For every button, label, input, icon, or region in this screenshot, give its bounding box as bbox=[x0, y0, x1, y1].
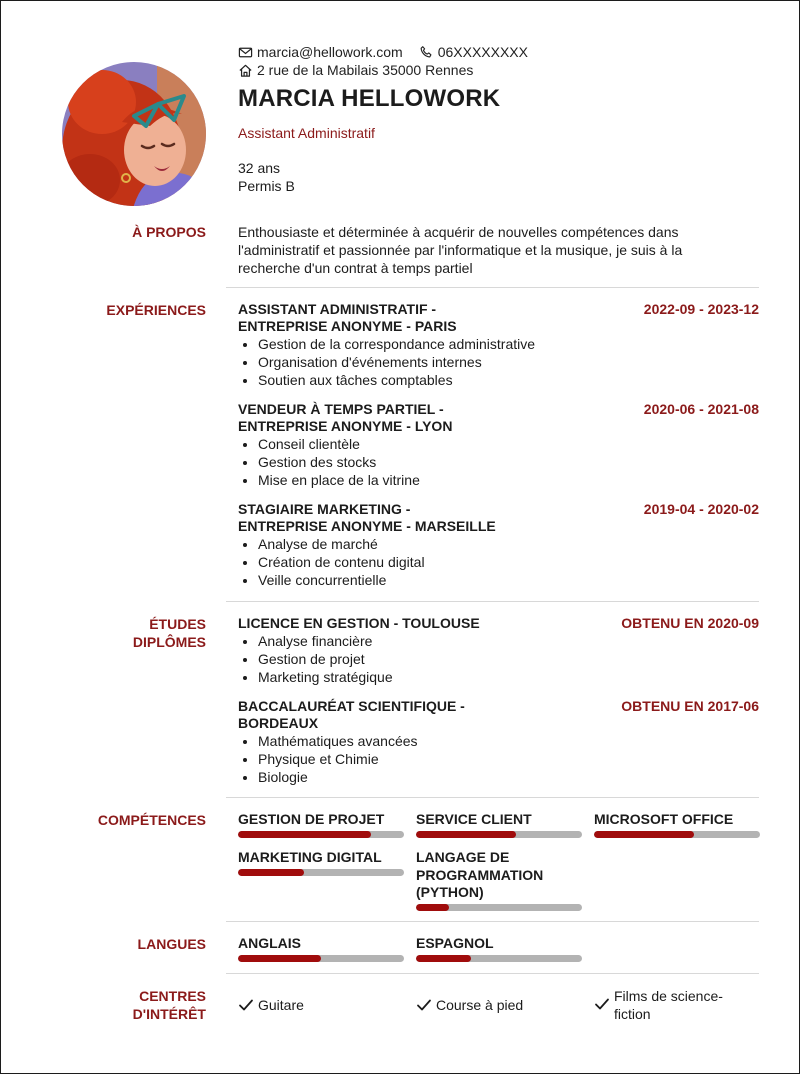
interest-label: Course à pied bbox=[436, 997, 524, 1013]
interest-label: Guitare bbox=[258, 997, 304, 1013]
list-item: • Création de contenu digital bbox=[258, 553, 759, 571]
skill-label: MARKETING DIGITAL bbox=[238, 849, 382, 865]
experience-title-line: ASSISTANT ADMINISTRATIF - bbox=[238, 301, 437, 317]
section-label-about: À PROPOS bbox=[132, 224, 206, 240]
section-label-line: D'INTÉRÊT bbox=[132, 1006, 206, 1022]
education-title-line: BACCALAURÉAT SCIENTIFIQUE - bbox=[238, 698, 465, 714]
address-text: 2 rue de la Mabilais 35000 Rennes bbox=[257, 62, 474, 78]
language-label: ANGLAIS bbox=[238, 935, 301, 951]
experience-date: 2022-09 - 2023-12 bbox=[643, 301, 759, 317]
section-label-experiences: EXPÉRIENCES bbox=[106, 302, 206, 318]
language-bar-fill bbox=[416, 955, 471, 962]
section-label-line: ÉTUDES bbox=[149, 616, 206, 632]
interest-item bbox=[238, 996, 304, 1014]
interest-label-line: Films de science- bbox=[614, 988, 723, 1004]
list-item: • Analyse financière bbox=[258, 632, 759, 650]
list-item: • Veille concurrentielle bbox=[258, 571, 759, 589]
list-item: • Mise en place de la vitrine bbox=[258, 471, 759, 489]
education-bullets bbox=[238, 632, 759, 686]
section-label-interests bbox=[61, 987, 206, 1023]
divider bbox=[226, 921, 759, 922]
skill-bar bbox=[594, 831, 760, 838]
education-entry bbox=[238, 615, 759, 686]
section-label-education bbox=[61, 615, 206, 651]
email-text: marcia@hellowork.com bbox=[257, 44, 403, 60]
interest-item bbox=[594, 987, 723, 1023]
experience-title-line: ENTREPRISE ANONYME - LYON bbox=[238, 418, 453, 434]
phone-icon bbox=[419, 45, 434, 60]
skill-item bbox=[238, 849, 404, 876]
skill-bar bbox=[238, 831, 404, 838]
section-label-languages: LANGUES bbox=[137, 936, 206, 952]
divider bbox=[226, 601, 759, 602]
education-title-line: LICENCE EN GESTION - TOULOUSE bbox=[238, 615, 480, 631]
section-label-line: DIPLÔMES bbox=[132, 634, 206, 650]
interest-item bbox=[416, 996, 523, 1014]
skill-label: GESTION DE PROJET bbox=[238, 811, 385, 827]
skill-bar-fill bbox=[594, 831, 694, 838]
address-item bbox=[238, 62, 473, 78]
language-item bbox=[416, 935, 582, 962]
list-item: • Gestion de la correspondance administrative bbox=[258, 335, 759, 353]
skill-bar-fill bbox=[238, 869, 304, 876]
skill-bar-fill bbox=[416, 904, 449, 911]
interest-label-line: fiction bbox=[614, 1006, 651, 1022]
language-bar bbox=[238, 955, 404, 962]
email-item[interactable] bbox=[238, 44, 403, 60]
list-item: • Gestion des stocks bbox=[258, 453, 759, 471]
phone-item[interactable] bbox=[419, 44, 528, 60]
divider bbox=[226, 973, 759, 974]
skill-item bbox=[594, 811, 760, 838]
education-date: OBTENU EN 2020-09 bbox=[621, 615, 759, 631]
skill-bar bbox=[416, 831, 582, 838]
list-item: • Conseil clientèle bbox=[258, 435, 759, 453]
language-bar-fill bbox=[238, 955, 321, 962]
skill-label bbox=[416, 849, 582, 902]
section-label-line: CENTRES bbox=[139, 988, 206, 1004]
phone-text: 06XXXXXXXX bbox=[437, 44, 528, 60]
interest-label bbox=[614, 987, 723, 1023]
experience-title-line: ENTREPRISE ANONYME - MARSEILLE bbox=[238, 518, 496, 534]
experience-date: 2020-06 - 2021-08 bbox=[643, 401, 759, 417]
education-title bbox=[238, 615, 538, 632]
contact-block bbox=[238, 43, 544, 79]
experience-title-line: ENTREPRISE ANONYME - PARIS bbox=[238, 318, 457, 334]
experience-title bbox=[238, 501, 538, 535]
experience-title bbox=[238, 401, 538, 435]
checkmark-icon bbox=[416, 997, 432, 1013]
language-item bbox=[238, 935, 404, 962]
list-item: • Marketing stratégique bbox=[258, 668, 759, 686]
list-item: • Analyse de marché bbox=[258, 535, 759, 553]
experience-title-line: VENDEUR À TEMPS PARTIEL - bbox=[238, 401, 444, 417]
list-item: • Mathématiques avancées bbox=[258, 732, 759, 750]
education-title-line: BORDEAUX bbox=[238, 715, 319, 731]
language-label: ESPAGNOL bbox=[416, 935, 494, 951]
experience-title-line: STAGIAIRE MARKETING - bbox=[238, 501, 411, 517]
divider bbox=[226, 287, 759, 288]
education-title bbox=[238, 698, 538, 732]
experience-entry bbox=[238, 501, 759, 589]
skill-bar-fill bbox=[238, 831, 371, 838]
checkmark-icon bbox=[594, 996, 610, 1012]
experience-entry bbox=[238, 301, 759, 389]
skill-bar bbox=[238, 869, 404, 876]
skill-bar-fill bbox=[416, 831, 516, 838]
list-item: • Physique et Chimie bbox=[258, 750, 759, 768]
home-icon bbox=[238, 63, 253, 78]
candidate-name: MARCIA HELLOWORK bbox=[238, 85, 501, 112]
skill-label-line: PROGRAMMATION bbox=[416, 866, 544, 883]
skill-bar bbox=[416, 904, 582, 911]
job-title: Assistant Administratif bbox=[238, 125, 375, 141]
list-item: • Soutien aux tâches comptables bbox=[258, 371, 759, 389]
license-text: Permis B bbox=[238, 178, 295, 194]
skill-label-line: (PYTHON) bbox=[416, 884, 484, 900]
experience-title bbox=[238, 301, 538, 335]
list-item: • Biologie bbox=[258, 768, 759, 786]
education-bullets bbox=[238, 732, 759, 786]
experience-bullets bbox=[238, 535, 759, 589]
list-item: • Gestion de projet bbox=[258, 650, 759, 668]
language-bar bbox=[416, 955, 582, 962]
list-item: • Organisation d'événements internes bbox=[258, 353, 759, 371]
profile-photo bbox=[62, 62, 206, 206]
about-text: Enthousiaste et déterminée à acquérir de nouvelles compétences dans l'administratif et passionnée par l'informatique et la musique, je suis à la recherche d'un contrat à temps partiel bbox=[238, 224, 683, 276]
personal-meta bbox=[238, 159, 295, 195]
skill-label: MICROSOFT OFFICE bbox=[594, 811, 734, 827]
experience-bullets bbox=[238, 335, 759, 389]
experience-entry bbox=[238, 401, 759, 489]
checkmark-icon bbox=[238, 997, 254, 1013]
experience-date: 2019-04 - 2020-02 bbox=[643, 501, 759, 517]
divider bbox=[226, 797, 759, 798]
skill-label-line: LANGAGE DE bbox=[416, 849, 510, 865]
skill-item bbox=[416, 811, 582, 838]
skill-item bbox=[238, 811, 404, 838]
education-date: OBTENU EN 2017-06 bbox=[621, 698, 759, 714]
section-label-skills: COMPÉTENCES bbox=[97, 812, 206, 828]
skill-item bbox=[416, 849, 582, 911]
experience-bullets bbox=[238, 435, 759, 489]
age-text: 32 ans bbox=[238, 160, 281, 176]
education-entry bbox=[238, 698, 759, 786]
envelope-icon bbox=[238, 45, 253, 60]
skill-label: SERVICE CLIENT bbox=[416, 811, 532, 827]
